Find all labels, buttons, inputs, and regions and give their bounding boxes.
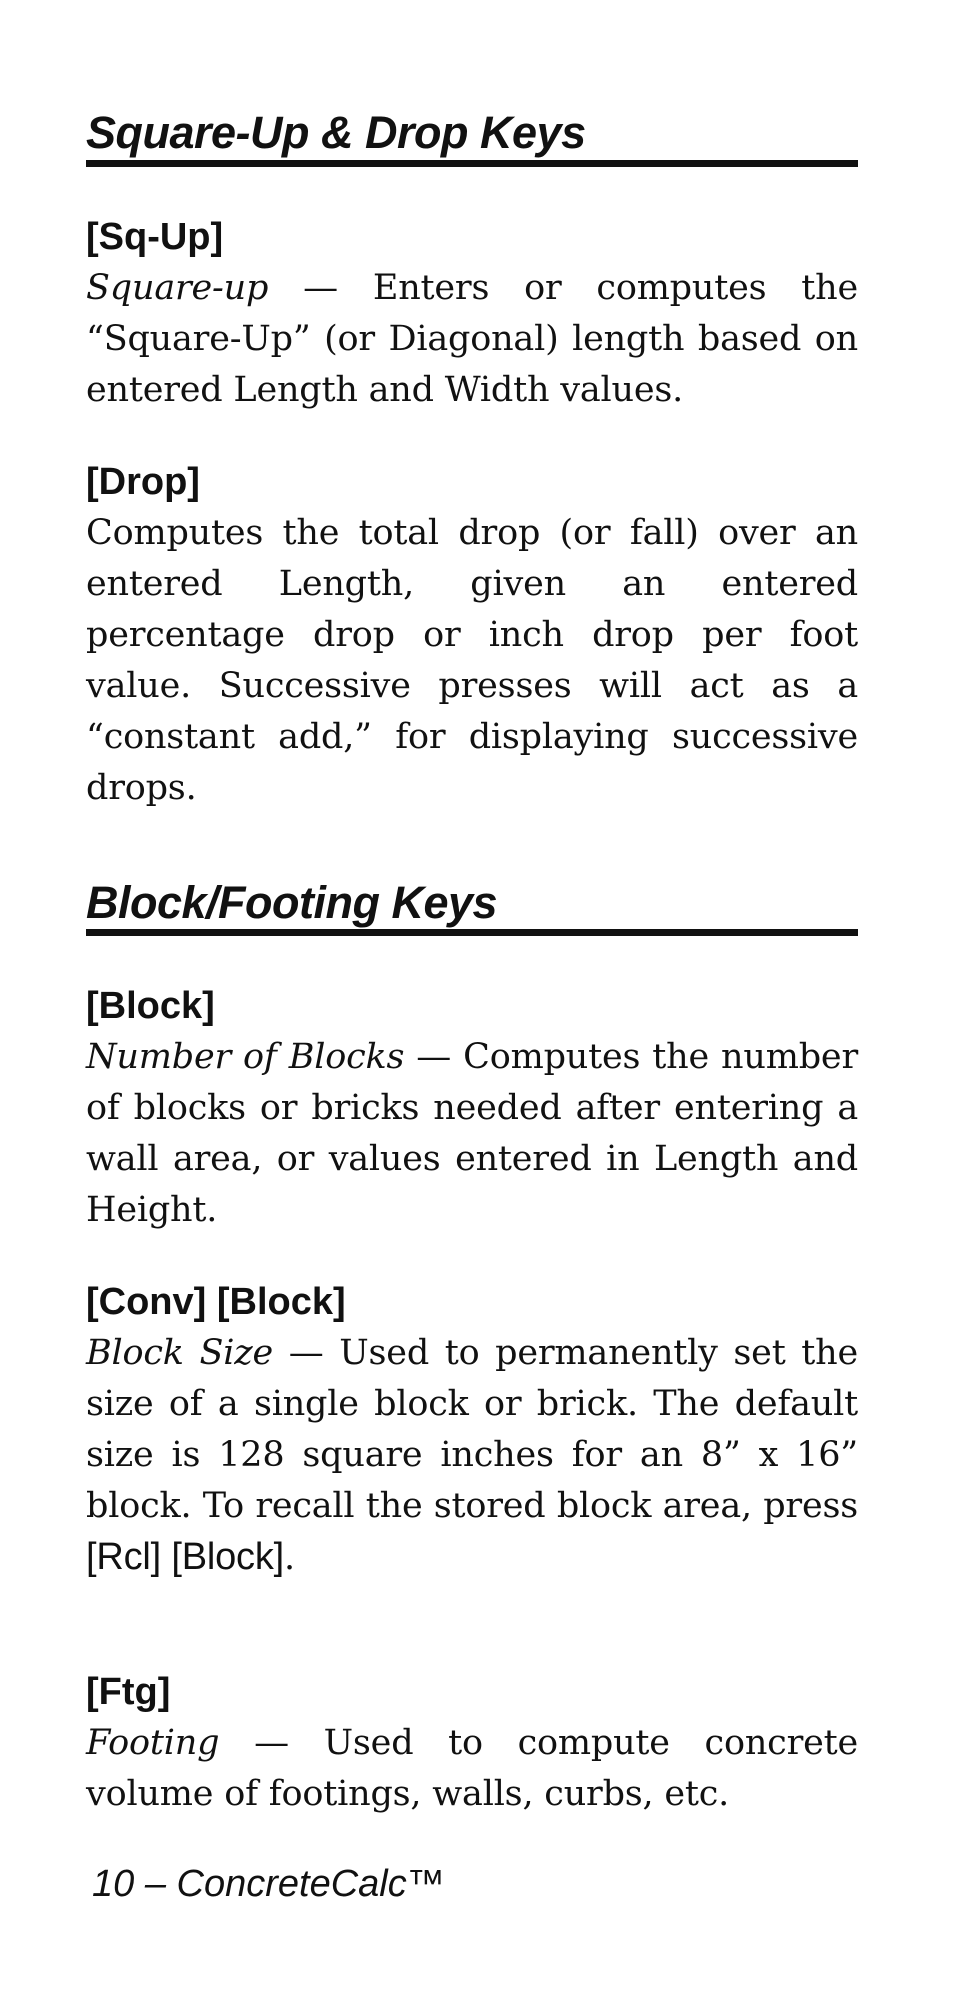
entry-ftg (86, 1666, 858, 1820)
desc-drop: Computes the total drop (or fall) over an entered Length, given an entered percentage drop or inch drop per foot value. Successive presses will act as a “constant add,” for displaying successive drops. (86, 512, 858, 808)
desc-ftg (86, 1718, 858, 1820)
desc-text-conv-block: Used to permanently set the size of a single block or brick. The default size is 128 square inches for an 8” x 16” block. To recall the stored block area, press (86, 1333, 858, 1526)
manual-page (86, 108, 858, 1820)
section-heading-block-footing: Block/Footing Keys (86, 878, 858, 937)
separator-dash: — (219, 1723, 324, 1763)
key-title-conv-block: [Conv] [Block] (86, 1281, 346, 1323)
term-block-size: Block Size (86, 1333, 274, 1373)
entry-drop (86, 456, 858, 814)
desc-end-conv-block: . (284, 1538, 295, 1578)
key-title-sq-up: [Sq-Up] (86, 215, 224, 258)
entry-conv-block (86, 1276, 858, 1584)
desc-block (86, 1032, 858, 1236)
desc-sq-up (86, 263, 858, 416)
inline-key-rcl-block: [Rcl] [Block] (86, 1536, 284, 1578)
separator-dash: — (273, 1333, 340, 1373)
term-number-of-blocks: Number of Blocks (86, 1037, 405, 1077)
section-heading-square-up-drop: Square-Up & Drop Keys (86, 108, 858, 167)
desc-text-sq-up: Enters or computes the “Square-Up” (or Diagonal) length based on entered Length and Width values. (86, 267, 858, 410)
page-footer: 10 – ConcreteCalc™ (92, 1863, 445, 1905)
separator-dash: — (268, 267, 373, 308)
desc-conv-block (86, 1328, 858, 1584)
key-title-ftg: [Ftg] (86, 1671, 171, 1713)
key-title-drop: [Drop] (86, 460, 200, 503)
separator-dash: — (404, 1037, 464, 1077)
entry-block (86, 980, 858, 1236)
desc-text-block: Computes the number of blocks or bricks needed after entering a wall area, or values entered in Length and Height. (86, 1037, 858, 1230)
key-title-block: [Block] (86, 985, 215, 1027)
entry-sq-up (86, 211, 858, 416)
desc-text-ftg: Used to compute concrete volume of footings, walls, curbs, etc. (86, 1723, 858, 1814)
term-square-up: Square-up (86, 267, 269, 308)
term-footing: Footing (86, 1723, 220, 1763)
